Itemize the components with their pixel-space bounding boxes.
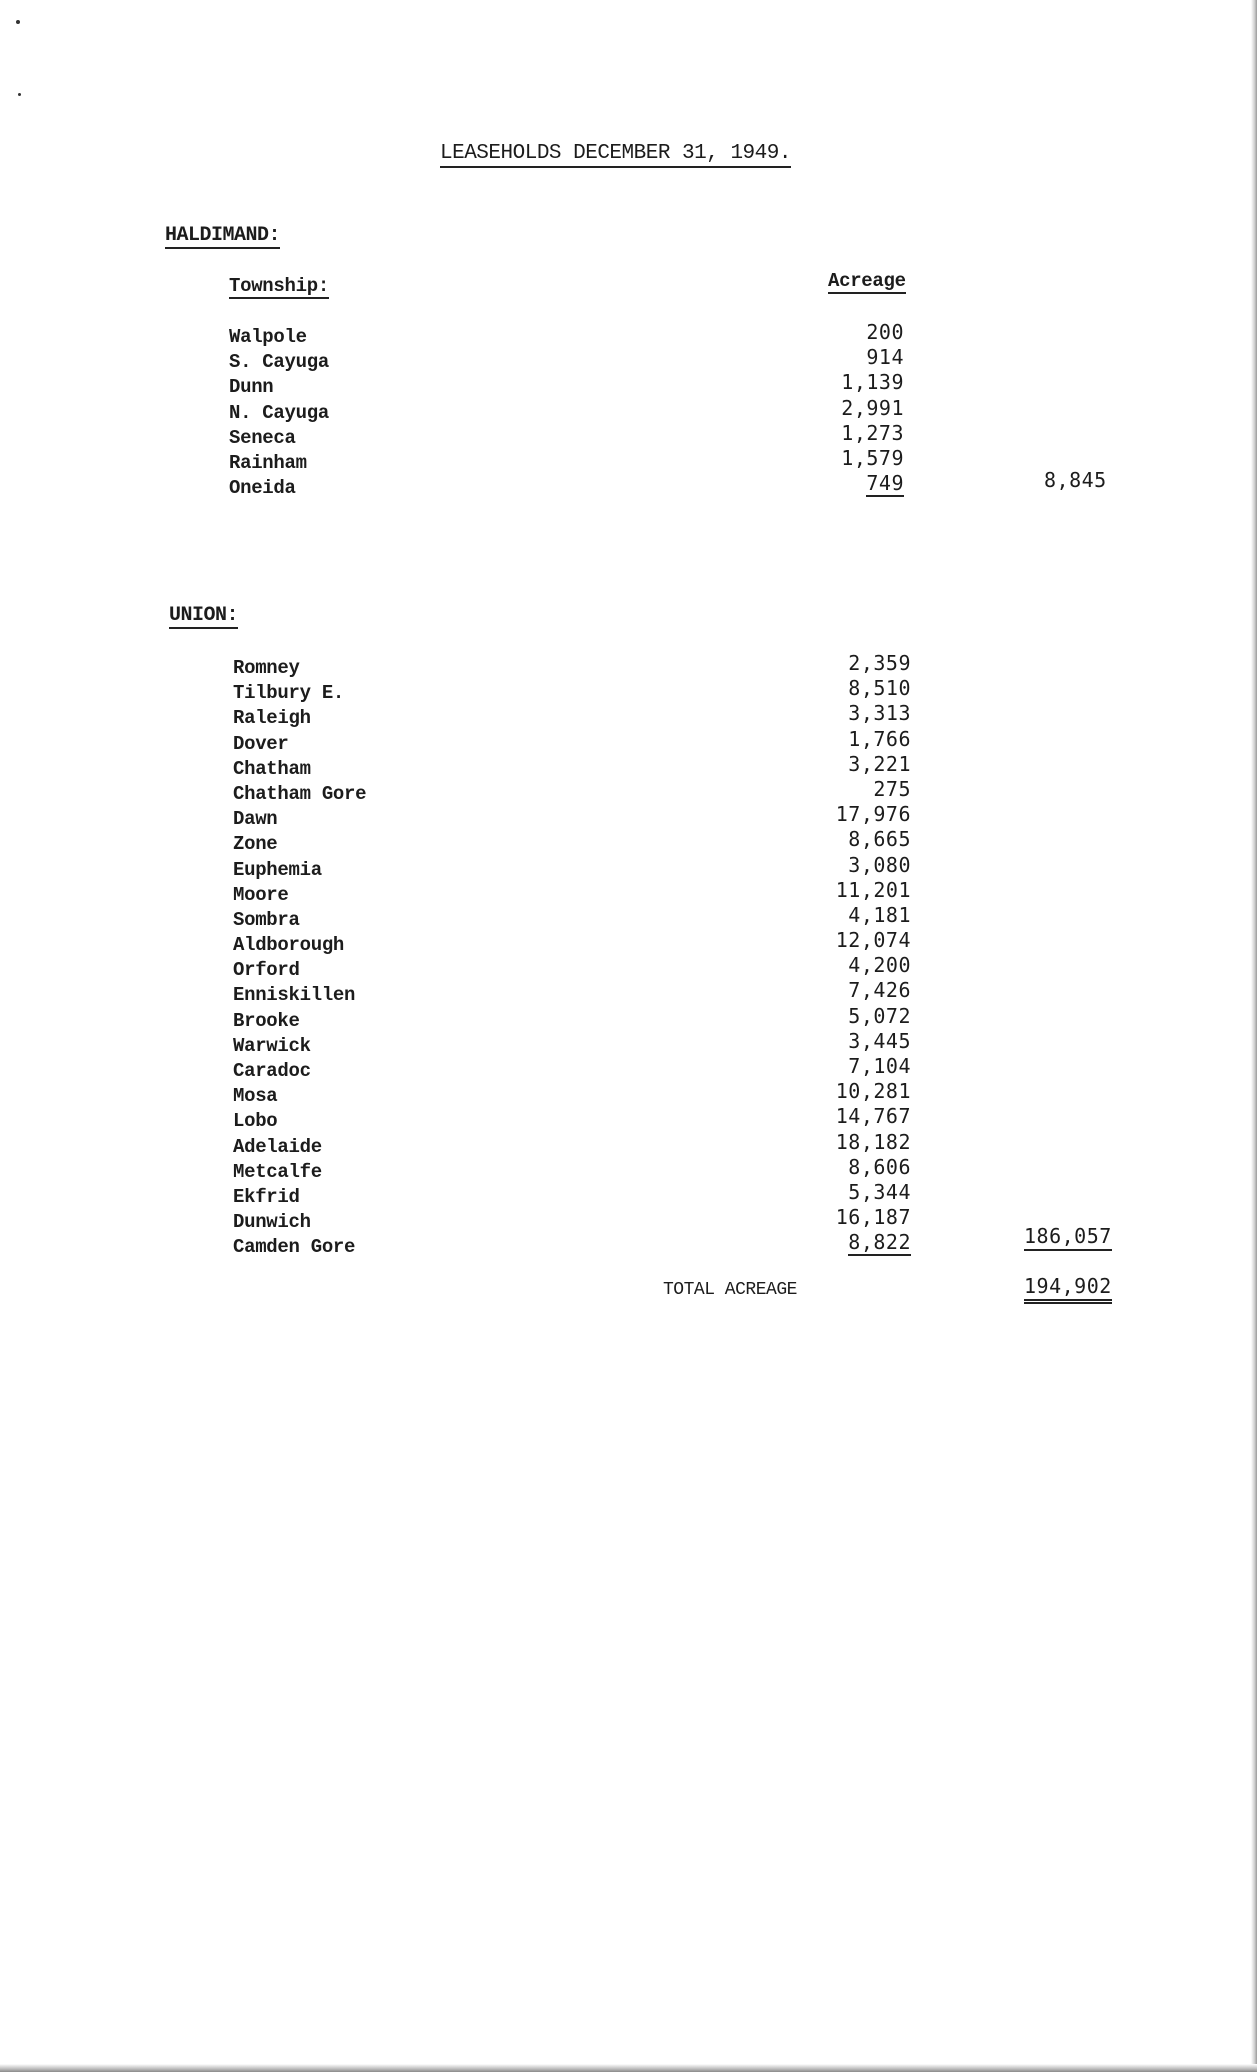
township-name: Camden Gore xyxy=(233,1236,356,1259)
township-acreage-value: 275 xyxy=(873,776,911,801)
township-name: Seneca xyxy=(229,426,296,449)
scan-edge-right xyxy=(1251,0,1257,2072)
township-acreage-value: 11,201 xyxy=(835,877,911,902)
union-subtotal xyxy=(1024,1224,1112,1248)
township-acreage-value: 4,181 xyxy=(848,902,911,927)
township-acreage-value: 8,606 xyxy=(848,1154,911,1179)
township-name: Rainham xyxy=(229,451,307,474)
township-name: Dover xyxy=(233,732,289,755)
township-acreage xyxy=(771,853,911,877)
haldimand-subtotal-value: 8,845 xyxy=(1044,468,1107,492)
township-acreage xyxy=(764,421,904,445)
township-name: Ekfrid xyxy=(233,1185,300,1208)
township-name: Adelaide xyxy=(233,1135,322,1158)
township-name: N. Cayuga xyxy=(229,401,329,424)
township-acreage xyxy=(771,928,911,952)
township-acreage xyxy=(764,370,904,394)
township-acreage-value: 1,273 xyxy=(841,420,904,445)
township-name: Sombra xyxy=(233,908,300,931)
township-acreage xyxy=(771,1230,911,1254)
township-acreage-value: 7,104 xyxy=(848,1054,911,1078)
township-name: Orford xyxy=(233,959,300,982)
township-acreage xyxy=(771,752,911,776)
township-acreage xyxy=(771,777,911,801)
township-name: Lobo xyxy=(233,1110,278,1133)
township-acreage xyxy=(771,903,911,927)
scan-speck xyxy=(18,93,21,96)
township-acreage xyxy=(771,1004,911,1028)
township-name: Dunn xyxy=(229,376,274,399)
township-name: Enniskillen xyxy=(233,984,356,1007)
township-row xyxy=(229,471,929,502)
township-acreage xyxy=(771,1155,911,1179)
township-name: Chatham xyxy=(233,757,311,780)
acreage-column-header-text: Acreage xyxy=(828,270,906,292)
township-acreage xyxy=(771,1205,911,1229)
township-acreage-value: 2,359 xyxy=(848,651,911,675)
township-row xyxy=(233,1230,933,1261)
total-acreage-value xyxy=(1024,1274,1112,1298)
township-name: Walpole xyxy=(229,326,307,348)
township-acreage xyxy=(771,1054,911,1078)
township-acreage xyxy=(764,320,904,344)
township-acreage xyxy=(771,1079,911,1103)
township-acreage-value: 200 xyxy=(866,320,904,344)
township-acreage-value: 10,281 xyxy=(835,1079,911,1104)
township-acreage xyxy=(764,396,904,420)
township-acreage xyxy=(771,1180,911,1204)
township-acreage-value: 7,426 xyxy=(848,978,911,1003)
township-acreage-value: 14,767 xyxy=(835,1104,911,1129)
township-acreage xyxy=(771,878,911,902)
township-acreage xyxy=(771,978,911,1002)
township-name: Romney xyxy=(233,657,300,679)
section-heading-union xyxy=(169,604,238,627)
township-acreage-value: 1,766 xyxy=(848,726,911,751)
township-name: Moore xyxy=(233,883,289,906)
township-name: S. Cayuga xyxy=(229,351,329,374)
document-title xyxy=(440,142,791,165)
township-acreage xyxy=(764,471,904,495)
haldimand-township-list xyxy=(229,320,929,502)
township-column-header-text: Township: xyxy=(229,275,329,297)
township-acreage xyxy=(764,345,904,369)
scan-speck xyxy=(16,20,20,24)
township-acreage-value: 3,221 xyxy=(848,751,911,776)
township-name: Dawn xyxy=(233,808,278,831)
township-name: Caradoc xyxy=(233,1060,311,1082)
township-acreage-value: 8,510 xyxy=(848,676,911,701)
township-acreage xyxy=(771,701,911,725)
township-name: Oneida xyxy=(229,477,296,500)
haldimand-subtotal xyxy=(1044,468,1107,492)
township-acreage-value: 18,182 xyxy=(835,1129,911,1154)
township-acreage-value: 3,313 xyxy=(848,701,911,726)
township-acreage-value: 5,072 xyxy=(848,1003,911,1028)
township-acreage-value: 1,579 xyxy=(841,445,904,470)
township-acreage-value: 914 xyxy=(866,345,904,370)
scan-edge-bottom xyxy=(0,2064,1257,2072)
township-name: Aldborough xyxy=(233,934,345,957)
township-acreage xyxy=(771,651,911,675)
township-acreage xyxy=(764,446,904,470)
township-acreage-value: 2,991 xyxy=(841,395,904,420)
township-name: Zone xyxy=(233,833,278,856)
township-acreage xyxy=(771,1029,911,1053)
township-acreage-value: 3,445 xyxy=(848,1028,911,1053)
township-acreage-value: 3,080 xyxy=(848,852,911,877)
union-subtotal-value: 186,057 xyxy=(1024,1224,1112,1251)
township-name: Dunwich xyxy=(233,1211,311,1234)
township-name: Raleigh xyxy=(233,707,311,730)
section-heading-haldimand xyxy=(165,224,280,247)
township-acreage-value: 8,665 xyxy=(848,827,911,852)
township-acreage-value: 4,200 xyxy=(848,953,911,978)
township-acreage xyxy=(771,676,911,700)
township-column-header xyxy=(229,275,329,297)
township-acreage-value: 12,074 xyxy=(835,928,911,953)
township-acreage-value: 5,344 xyxy=(848,1179,911,1204)
acreage-column-header xyxy=(828,270,906,292)
township-acreage xyxy=(771,1130,911,1154)
township-acreage xyxy=(771,1104,911,1128)
union-township-list xyxy=(233,651,933,1262)
section-heading-union-text: UNION: xyxy=(169,604,239,627)
township-acreage xyxy=(771,802,911,826)
township-name: Euphemia xyxy=(233,858,322,881)
township-name: Mosa xyxy=(233,1085,278,1108)
township-acreage xyxy=(771,727,911,751)
township-acreage-value: 1,139 xyxy=(841,370,904,395)
township-name: Metcalfe xyxy=(233,1160,322,1183)
total-acreage-label: TOTAL ACREAGE xyxy=(663,1280,797,1300)
township-acreage-value: 8,822 xyxy=(848,1230,911,1255)
township-name: Brooke xyxy=(233,1009,300,1032)
township-name: Tilbury E. xyxy=(233,682,345,705)
township-acreage-value: 16,187 xyxy=(835,1205,911,1230)
total-acreage-value-text: 194,902 xyxy=(1024,1274,1112,1304)
township-acreage-value: 17,976 xyxy=(835,802,911,827)
township-name: Chatham Gore xyxy=(233,782,367,805)
township-acreage xyxy=(771,953,911,977)
township-acreage xyxy=(771,827,911,851)
township-acreage-value: 749 xyxy=(866,471,904,496)
township-name: Warwick xyxy=(233,1034,311,1057)
document-title-text: LEASEHOLDS DECEMBER 31, 1949. xyxy=(440,142,791,168)
section-heading-haldimand-text: HALDIMAND: xyxy=(165,224,281,247)
